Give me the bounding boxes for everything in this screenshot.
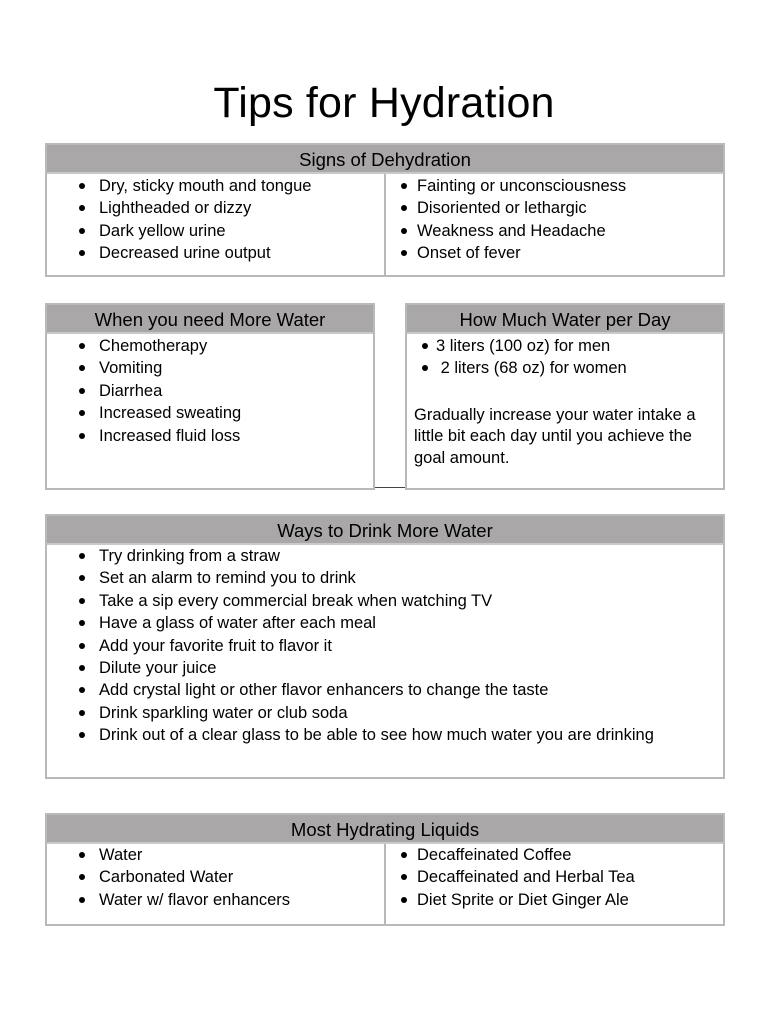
- list-item: Onset of fever: [386, 242, 723, 264]
- list-item: Take a sip every commercial break when watching TV: [47, 590, 723, 612]
- list-item: 2 liters (68 oz) for women: [407, 357, 723, 379]
- connector-line: [375, 487, 405, 488]
- list-item: Diarrhea: [47, 380, 373, 402]
- liquids-left-column: [47, 844, 384, 924]
- page-title: Tips for Hydration: [213, 79, 555, 127]
- list-item: Increased sweating: [47, 402, 373, 424]
- list-item: Water: [47, 844, 384, 866]
- how-much-water-list: [407, 334, 723, 380]
- list-item: Drink out of a clear glass to be able to see how much water you are drinking: [47, 724, 723, 746]
- hydrating-liquids-box: [45, 813, 725, 926]
- list-item: Diet Sprite or Diet Ginger Ale: [386, 889, 723, 911]
- list-item: Dry, sticky mouth and tongue: [47, 175, 384, 197]
- list-item: Add crystal light or other flavor enhancers to change the taste: [47, 679, 723, 701]
- liquids-right-column: [384, 844, 723, 924]
- list-item: Add your favorite fruit to flavor it: [47, 635, 723, 657]
- list-item: Disoriented or lethargic: [386, 197, 723, 219]
- list-item: Chemotherapy: [47, 335, 373, 357]
- list-item: Lightheaded or dizzy: [47, 197, 384, 219]
- list-item: Have a glass of water after each meal: [47, 612, 723, 634]
- list-item: Drink sparkling water or club soda: [47, 702, 723, 724]
- signs-of-dehydration-header: Signs of Dehydration: [47, 145, 723, 174]
- list-item: Decreased urine output: [47, 242, 384, 264]
- list-item: Dark yellow urine: [47, 220, 384, 242]
- hydrating-liquids-header: Most Hydrating Liquids: [47, 815, 723, 844]
- how-much-water-header: How Much Water per Day: [407, 305, 723, 334]
- more-water-list: [47, 334, 373, 447]
- how-much-water-box: [405, 303, 725, 490]
- how-much-water-note: Gradually increase your water intake a little bit each day until you achieve the goal amount.: [414, 405, 696, 467]
- list-item: Try drinking from a straw: [47, 545, 723, 567]
- more-water-box: [45, 303, 375, 490]
- signs-left-list: [47, 175, 384, 265]
- ways-to-drink-list: [47, 545, 723, 747]
- list-item: Weakness and Headache: [386, 220, 723, 242]
- ways-to-drink-header: Ways to Drink More Water: [47, 516, 723, 545]
- list-item: Dilute your juice: [47, 657, 723, 679]
- liquids-right-list: [386, 844, 723, 911]
- more-water-header: When you need More Water: [47, 305, 373, 334]
- signs-right-column: [384, 174, 723, 275]
- list-item: Fainting or unconsciousness: [386, 175, 723, 197]
- list-item: Set an alarm to remind you to drink: [47, 567, 723, 589]
- signs-right-list: [386, 175, 723, 265]
- list-item: Vomiting: [47, 357, 373, 379]
- ways-to-drink-box: [45, 514, 725, 779]
- signs-left-column: [47, 174, 384, 275]
- list-item: Water w/ flavor enhancers: [47, 889, 384, 911]
- list-item: Carbonated Water: [47, 866, 384, 888]
- list-item: 3 liters (100 oz) for men: [407, 335, 723, 357]
- liquids-left-list: [47, 844, 384, 911]
- list-item: Decaffeinated and Herbal Tea: [386, 866, 723, 888]
- list-item: Increased fluid loss: [47, 425, 373, 447]
- list-item: Decaffeinated Coffee: [386, 844, 723, 866]
- signs-of-dehydration-box: [45, 143, 725, 277]
